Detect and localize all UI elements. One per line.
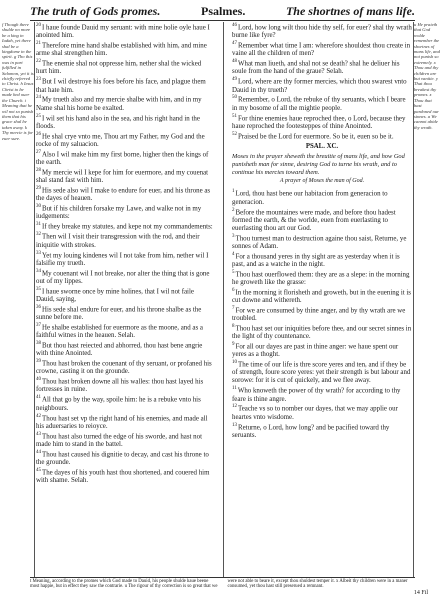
verse-text: Therefore mine hand shalbe established with him, and mine arme shal strengthen him.	[36, 42, 207, 58]
footnote-rule	[30, 577, 415, 578]
left-margin-notes: f Though there shulde no more be a king in Iudah, yet there shal be a kingdome in the spirit. g Tho this was in part fulfilled in Salomon, yet it is chiefly referred to Christ. h Iesus Christ to be made hed ouer the Church. i Meaning that he wil not so punish them that his grace shal be taken away. k Thy mercie is for euer sure.	[2, 22, 34, 141]
verse-text: I haue sworne once by mine holines, that I wil not faile Dauid, saying,	[36, 288, 194, 303]
verse	[232, 341, 412, 359]
verse	[232, 233, 412, 251]
verse-text: But if his children forsake my Lawe, and walke not in my iudgements:	[36, 205, 202, 221]
verse-number: 26	[36, 131, 41, 137]
verse-text: In the morning it florisheth and groweth, but in the euening it is cut downe and withereth.	[232, 289, 411, 305]
verse-text: Remember what time I am: wherefore shouldest thou create in vaine all the children of men?	[232, 42, 411, 58]
verse	[36, 113, 214, 131]
verse-text: I wil set his hand also in the sea, and his right hand in the floods.	[36, 114, 200, 130]
verse-number: 32	[36, 232, 41, 238]
verse-number: 6	[232, 287, 235, 293]
verse-number: 42	[36, 413, 41, 419]
verse-text: Lord, how long wilt thou hide thy self, for euer? shal thy wrath burne like fyre?	[232, 24, 412, 40]
verse-number: 33	[36, 250, 41, 256]
verse	[36, 231, 214, 249]
verse-text: All that go by the way, spoile him: he is a rebuke vnto his neighbours.	[36, 396, 201, 412]
verse	[36, 431, 214, 449]
verse	[36, 413, 214, 431]
verse	[36, 250, 214, 268]
header-rule	[30, 20, 415, 21]
verse-text: Teache vs so to nomber our dayes, that we may applie our heartes vnto wisdome.	[232, 405, 398, 421]
verse-text: Thou hast caused his dignitie to decay, and cast his throne to the grounde.	[36, 451, 209, 466]
verse-text: My mercie wil I kepe for him for euermore, and my couenat shal stand fast with him.	[36, 169, 209, 185]
verse	[232, 269, 412, 287]
verse-number: 48	[232, 59, 237, 65]
column-divider	[223, 22, 224, 577]
verse-number: 47	[232, 41, 237, 47]
verse-number: 2	[232, 207, 235, 213]
verse-text: For all our dayes are past in thine anger: we haue spent our yeres as a thoght.	[232, 343, 399, 359]
verse-text: My trueth also and my mercie shalbe with him, and in my Name shal his horne be exalted.	[36, 96, 202, 112]
verse-text: But I wil destroye his foes before his face, and plague them that hate him.	[36, 78, 206, 94]
verse-text: Thou turnest man to destruction againe thou saist, Returne, ye sonnes of Adam.	[232, 234, 407, 250]
verse-number: 22	[36, 59, 41, 65]
verse	[36, 58, 214, 76]
verse-number: 10	[232, 360, 237, 366]
verse-number: 21	[36, 41, 41, 47]
verse-number: 30	[36, 204, 41, 210]
verse-text: Before the mountaines were made, and before thou hadest formed the earth, & the worlde, euen from euerlasting to euerlasting thou art our God.	[232, 208, 396, 232]
verse-text: Thou hast set our iniquities before thee, and our secret sinnes in the light of thy countenance.	[232, 325, 412, 341]
verse	[232, 131, 412, 141]
verse	[36, 268, 214, 286]
verse-number: 24	[36, 95, 41, 101]
verse-number: 37	[36, 322, 41, 328]
verse	[36, 94, 214, 112]
verse-text: His sede shal endure for euer, and his throne shalbe as the sunne before me.	[36, 306, 202, 322]
verse-number: 35	[36, 286, 41, 292]
verse	[36, 376, 214, 394]
verse	[232, 94, 412, 112]
verse-text: What man liueth, and shal not se death? shal he deliuer his soule from the hand of the graue? Selah.	[232, 60, 400, 76]
verse	[36, 304, 214, 322]
verse-text: Also I wil make him my first borne, higher then the kings of the earth.	[36, 151, 209, 166]
right-margin-notes: u He praieth that God wolde remember the shortnes of mans life, and not punish so extremely. x Thou and thy children are but vanitie. y That thou breakest thy promes. z Thou that hast pardoned our sinnes. a We cannot abide thy wrath.	[414, 22, 440, 130]
psalm-argument: Moses in the prayer sheweth the breuitie of mans life, and how God punisheth man for sinne, desiring God to turne his wrath, and to continue his mercies toward them.	[232, 152, 405, 176]
verse-text: I haue founde Dauid my seruant: with mine holie oyle haue I anointed him.	[36, 24, 210, 40]
footnotes: t Meaning, according to the promes which God made to Dauid, his people shulde haue beene most happie, but in effect they saw the contrarie. u The rigour of thy correction is so great that we were not able to beare it, except thou shuldest temper it. x Albeit thy children were in a maner consumed, yet thou hast still preserued a remnant.	[30, 579, 408, 590]
verse-number: 51	[232, 113, 237, 119]
verse-text: The time of our life is thre score yeres and ten, and if they be of strength, foure score yeres: yet their strength is but labour and sorowe: for it is cut of quickely, and we flee away.	[232, 361, 411, 385]
verse-number: 8	[232, 324, 235, 330]
verse-text: Lord, thou hast bene our habitacion from generacion to generacion.	[232, 190, 388, 206]
verse-number: 28	[36, 167, 41, 173]
verse	[36, 40, 214, 58]
verse-text: The enemie shal not oppresse him, nether shal the wicked hurt him.	[36, 60, 202, 76]
verse	[36, 22, 214, 40]
verse-text: If they breake my statutes, and kepe not my commandements:	[42, 223, 213, 231]
verse-text: Then wil I visit their transgression with the rod, and their iniquitie with strokes.	[36, 233, 200, 249]
verse-number: 44	[36, 449, 41, 455]
verse-text: Returne, o Lord, how long? and be pacified toward thy seruants.	[232, 423, 390, 439]
verse-number: 45	[36, 467, 41, 473]
verse	[232, 58, 412, 76]
verse	[232, 207, 412, 233]
verse-number: 38	[36, 341, 41, 347]
verse-number: 49	[232, 77, 237, 83]
verse-text: My couenant wil I not breake, nor alter the thing that is gone out of my lippes.	[36, 269, 210, 285]
verse	[232, 323, 412, 341]
right-column	[232, 22, 412, 577]
verse	[36, 149, 214, 167]
verse-number: 13	[232, 422, 237, 428]
left-column	[36, 22, 214, 577]
verse	[36, 221, 214, 231]
left-margin-divider	[34, 22, 35, 577]
catchword: 14 Fil	[413, 590, 428, 596]
verse	[232, 40, 412, 58]
verse	[36, 340, 214, 358]
header-right: The shortnes of mans life.	[285, 4, 415, 18]
verse-number: 25	[36, 113, 41, 119]
verse-number: 34	[36, 268, 41, 274]
verse	[36, 322, 214, 340]
verse-text: Thou hast set vp the right hand of his enemies, and made all his aduersaries to reioyce.	[36, 414, 208, 430]
verse-text: The dayes of his youth hast thou shortened, and couered him with shame. Selah.	[36, 469, 210, 485]
verse	[36, 394, 214, 412]
verse	[232, 251, 412, 269]
verse-number: 9	[232, 342, 235, 348]
verse	[36, 358, 214, 376]
verse-number: 3	[232, 233, 235, 239]
verse	[36, 167, 214, 185]
header-left: The truth of Gods promes.	[30, 4, 161, 18]
verse-number: 36	[36, 304, 41, 310]
verse	[232, 188, 412, 206]
verse-text: Thou hast broken the couenant of thy seruant, or profaned his crowne, casting it on the grounde.	[36, 360, 212, 376]
verse-number: 12	[232, 404, 237, 410]
verse-text: For a thousand yeres in thy sight are as yesterday when it is past, and as a watche in the night.	[232, 252, 400, 268]
verse-number: 5	[232, 269, 235, 275]
verse-text: Praised be the Lord for euermore. So be it, euen so be it.	[238, 132, 394, 140]
running-header	[30, 4, 415, 20]
verse-text: Thou hast also turned the edge of his sworde, and hast not made him to stand in the battel.	[36, 432, 202, 448]
verse	[36, 76, 214, 94]
verse	[232, 305, 412, 323]
verse	[36, 131, 214, 149]
verse	[232, 113, 412, 131]
verse-text: His sede also wil I make to endure for euer, and his throne as the dayes of heauen.	[36, 187, 211, 203]
verse-text: But thou hast reiected and abhorred, thou hast bene angrie with thine Anointed.	[36, 342, 203, 358]
verse-number: 40	[36, 377, 41, 383]
verse	[232, 22, 412, 40]
psalm-title: A prayer of Moses the man of God.	[279, 178, 365, 185]
verse	[36, 185, 214, 203]
verse	[36, 286, 214, 304]
verse	[232, 385, 412, 403]
verse-text: Thou hast ouerflowed them: they are as a slepe: in the morning he groweth like the grasse:	[232, 271, 410, 286]
verse-number: 52	[232, 131, 237, 137]
verse-number: 7	[232, 305, 235, 311]
verse	[232, 287, 412, 305]
verse	[232, 359, 412, 385]
verse-number: 4	[232, 251, 235, 257]
verse-number: 11	[232, 386, 237, 392]
verse-text: Who knoweth the power of thy wrath? for according to thy feare is thine angre.	[232, 387, 401, 403]
verse-text: He shal crye vnto me, Thou art my Father, my God and the rocke of my saluacion.	[36, 132, 205, 148]
verse-number: 27	[36, 149, 41, 155]
verse-text: Thou hast broken downe all his walles: thou hast layed his fortresses in ruine.	[36, 378, 204, 394]
verse	[232, 76, 412, 94]
verse-text: Remember, o Lord, the rebuke of thy seruants, which I beare in my bosome of all the mightie people.	[232, 96, 406, 112]
verse-text: Yet my louing kindenes wil I not take from him, nether wil I falsifie my trueth.	[36, 251, 209, 267]
verse-number: 23	[36, 77, 41, 83]
verse	[232, 403, 412, 421]
verse	[36, 467, 214, 485]
psalm-heading: PSAL. XC.	[305, 142, 339, 150]
verse-number: 43	[36, 431, 41, 437]
verse-number: 50	[232, 95, 237, 101]
verse-number: 29	[36, 185, 41, 191]
verse-text: For we are consumed by thine anger, and by thy wrath are we troubled.	[232, 307, 406, 323]
verse-number: 39	[36, 359, 41, 365]
verse	[36, 449, 214, 467]
verse-number: 31	[36, 222, 41, 228]
verse-number: 41	[36, 395, 41, 401]
verse-text: For thine enemies haue reproched thee, o Lord, because they haue reproched the footesteppes of thine Anointed.	[232, 114, 406, 130]
verse	[36, 203, 214, 221]
header-center: Psalmes.	[201, 4, 246, 18]
verse-number: 46	[232, 23, 237, 28]
verse-number: 1	[232, 189, 235, 195]
verse	[232, 422, 412, 440]
verse-text: Lord, where are thy former mercies, which thou swarest vnto Dauid in thy trueth?	[232, 78, 407, 94]
verse-text: He shalbe established for euermore as the moone, and as a faithful witnes in the heauen. Selah.	[36, 324, 203, 340]
verse-number: 20	[36, 23, 41, 28]
